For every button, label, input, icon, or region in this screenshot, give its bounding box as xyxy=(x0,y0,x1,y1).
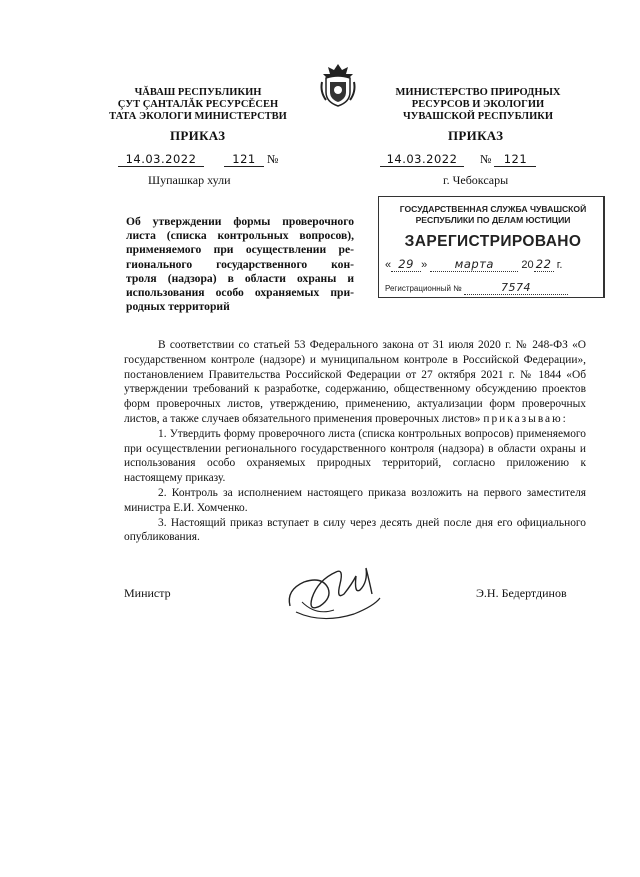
body-item-3: 3. Настоящий приказ вступает в силу через десять дней после дня его официального опубликования. xyxy=(124,516,586,544)
stamp-year-suffix: 22 xyxy=(534,257,554,272)
intro-text: В соответствии со статьей 53 Федерального закона от 31 июля 2020 г. № 248-ФЗ «О государственном контроле (надзоре) и муниципальном контроле в Российской Федерации», постановлением Правительства Российской Федерации от 27 октября 2021 г. № 1844 «Об утверждении требований к разработке, содержанию, общественному обсуждению проектов форм проверочных листов, утверждению, применению, актуализации форм проверочных листов, а также случаев обязательного применения проверочных листов» xyxy=(124,339,586,425)
order-number: 121 xyxy=(494,152,536,167)
order-number: 121 xyxy=(224,152,264,167)
order-date: 14.03.2022 xyxy=(118,152,204,167)
stamp-organization: ГОСУДАРСТВЕННАЯ СЛУЖБА ЧУВАШСКОЙ РЕСПУБЛИКИ ПО ДЕЛАМ ЮСТИЦИИ xyxy=(399,204,587,225)
body-intro xyxy=(124,338,586,427)
header-right-line: МИНИСТЕРСТВО ПРИРОДНЫХ xyxy=(395,87,561,98)
order-label-left: ПРИКАЗ xyxy=(170,128,226,143)
stamp-date: « 29 » марта 20 22 г. xyxy=(385,257,563,271)
date-number-left xyxy=(118,152,278,167)
handwritten-signature xyxy=(282,554,392,634)
title-line: родных территорий xyxy=(126,300,230,314)
number-sign: № xyxy=(480,152,492,166)
stamp-year-letter: г. xyxy=(556,259,563,271)
body-item-2: 2. Контроль за исполнением настоящего приказа возложить на первого заместителя министра Е.И. Хомченко. xyxy=(124,486,586,514)
title-line: Об утверждении формы проверочного xyxy=(126,215,354,228)
title-line: листа (списка контрольных вопросов), xyxy=(126,229,354,243)
stamp-reg-number-row xyxy=(385,281,568,295)
coat-of-arms-icon xyxy=(318,62,358,108)
title-line: гионального государственного кон- xyxy=(126,257,354,271)
registration-stamp xyxy=(378,196,605,298)
title-line: троля (надзора) в области охраны и xyxy=(126,271,354,285)
directive-text: приказываю: xyxy=(483,412,568,425)
title-line: использования особо охраняемых при- xyxy=(126,286,354,300)
header-right-russian xyxy=(378,87,578,123)
stamp-month: марта xyxy=(430,257,518,272)
order-body xyxy=(124,338,586,545)
place-chuvash: Шупашкар хули xyxy=(148,173,231,187)
order-label-right: ПРИКАЗ xyxy=(448,128,504,143)
date-number-right xyxy=(380,152,536,167)
stamp-reg-number: 7574 xyxy=(464,281,568,295)
header-right-line: ЧУВАШСКОЙ РЕСПУБЛИКИ xyxy=(402,111,554,122)
stamp-reg-label: Регистрационный № xyxy=(385,284,462,293)
order-date: 14.03.2022 xyxy=(380,152,464,167)
order-title xyxy=(126,215,354,314)
header-right-line: РЕСУРСОВ И ЭКОЛОГИИ xyxy=(411,99,545,110)
stamp-year-prefix: 20 xyxy=(521,259,534,271)
header-left-line: ÇУТ ÇАНТАЛĂК РЕСУРСĔСЕН xyxy=(117,99,279,110)
number-sign: № xyxy=(267,152,279,166)
stamp-day: 29 xyxy=(391,257,421,272)
place-russian: г. Чебоксары xyxy=(443,173,509,187)
signatory-name: Э.Н. Бедертдинов xyxy=(476,586,567,600)
stamp-status: ЗАРЕГИСТРИРОВАНО xyxy=(404,233,582,250)
header-left-line: ЧĂВАШ РЕСПУБЛИКИН xyxy=(134,87,262,98)
header-left-chuvash xyxy=(98,87,298,123)
signatory-position: Министр xyxy=(124,586,171,600)
body-item-1: 1. Утвердить форму проверочного листа (списка контрольных вопросов) применяемого при осуществлении регионального государственного контроля (надзора) в области охраны и использования особо охраняемых природных территорий, согласно приложению к настоящему приказу. xyxy=(124,427,586,485)
header-left-line: ТАТА ЭКОЛОГИ МИНИСТЕРСТВИ xyxy=(109,111,287,122)
title-line: применяемого при осуществлении ре- xyxy=(126,243,354,257)
